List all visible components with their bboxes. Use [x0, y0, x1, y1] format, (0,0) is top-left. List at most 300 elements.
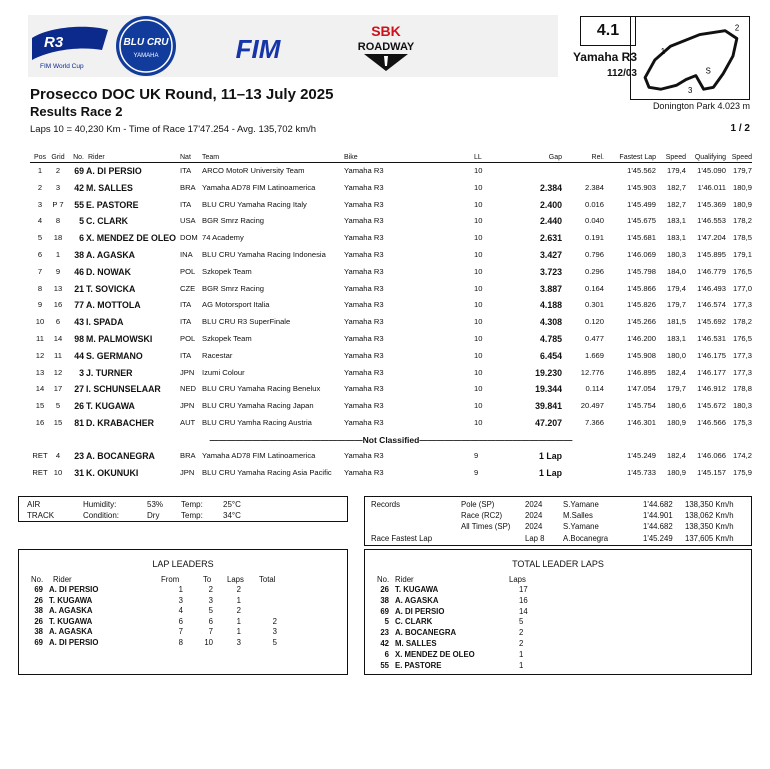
cell-grid: 16: [53, 300, 63, 310]
cell-grid: 10: [53, 467, 63, 477]
cell-qualifying: 1'45.672: [697, 401, 726, 411]
cell-grid: 11: [54, 350, 62, 360]
cell-rider-number: 81: [74, 417, 84, 428]
cell-speed: 183,1: [666, 333, 686, 343]
cell-laps: 10: [474, 199, 483, 209]
cell-nat: JPN: [180, 401, 195, 411]
cell-pos: 12: [35, 350, 45, 360]
cell-nat: DOM: [180, 233, 198, 243]
cell-fastest-lap: 1'45.266: [627, 317, 656, 327]
weather-box: [18, 496, 348, 522]
total-leader-number: 6: [384, 649, 389, 659]
page-subtitle: Results Race 2: [30, 104, 123, 119]
cell-fastest-lap: 1'46.895: [627, 367, 656, 377]
leader-laps: 1: [236, 627, 241, 636]
table-row: [30, 398, 752, 415]
blu-logo-text: BLU CRU: [123, 37, 169, 48]
table-row: [30, 381, 752, 398]
humidity-value: 53%: [147, 500, 164, 509]
total-leader-laps: 2: [519, 628, 524, 638]
record-type: Pole (SP): [461, 500, 495, 509]
cell-pos: 7: [37, 266, 43, 276]
total-leader-row: [365, 607, 751, 617]
cell-gap: 1 Lap: [539, 467, 562, 478]
record-type: All Times (SP): [461, 522, 511, 531]
cell-bike: Yamaha R3: [344, 283, 384, 293]
col-gap: Gap: [548, 154, 562, 161]
total-leader-rider: A. AGASKA: [395, 595, 439, 605]
cell-laps: 10: [474, 300, 483, 310]
cell-fastest-lap: 1'45.798: [627, 266, 656, 276]
cell-rider-number: 43: [74, 317, 84, 328]
cell-laps: 10: [474, 266, 483, 276]
cell-team: BLU CRU R3 SuperFinale: [202, 317, 291, 327]
cell-laps: 10: [474, 350, 483, 360]
leader-to: 2: [208, 585, 213, 594]
total-leader-rider: M. SALLES: [395, 639, 437, 648]
leader-rider: A. DI PERSIO: [49, 585, 99, 594]
track-outline: [645, 31, 737, 90]
cell-qual-speed: 180,9: [732, 199, 752, 209]
table-row: [30, 348, 752, 365]
cell-laps: 10: [474, 317, 483, 327]
cell-fastest-lap: 1'46.200: [627, 333, 656, 343]
cell-speed: 182,4: [666, 450, 686, 460]
ll-col-laps: Laps: [227, 575, 244, 584]
cell-qualifying: 1'46.574: [697, 300, 726, 310]
race-fastest-lap-row: [365, 534, 751, 545]
cell-laps: 9: [474, 450, 479, 460]
lap-leader-row: [19, 596, 347, 606]
cell-qual-speed: 179,7: [732, 166, 752, 175]
col-fastest-lap: Fastest Lap: [619, 154, 656, 161]
start-finish-marker: S: [705, 66, 711, 76]
total-leader-laps-box: [364, 549, 752, 675]
cell-laps: 10: [474, 283, 483, 293]
leader-total: 2: [272, 616, 277, 626]
cell-fastest-lap: 1'45.562: [627, 166, 656, 175]
cell-speed: 180,9: [666, 417, 686, 427]
cell-fastest-lap: 1'45.499: [627, 199, 656, 209]
cell-rel: 0.477: [584, 333, 604, 343]
class-name: Yamaha R3: [572, 50, 637, 64]
cell-team: BGR Smrz Racing: [202, 216, 265, 226]
cell-qual-speed: 178,8: [732, 384, 752, 394]
total-leader-number: 69: [380, 606, 389, 616]
sbk-roadway-logo: [350, 22, 422, 72]
total-leader-row: [365, 661, 751, 671]
cell-rider-number: 38: [74, 249, 84, 260]
class-code: 112/03: [606, 68, 637, 79]
total-leader-number: 38: [380, 595, 389, 605]
table-row: [30, 365, 752, 382]
leader-number: 38: [34, 606, 43, 615]
cell-gap: 1 Lap: [539, 450, 562, 461]
leader-rider: A. AGASKA: [49, 627, 93, 636]
table-row: [30, 230, 752, 247]
cell-rider-number: 3: [79, 367, 84, 378]
record-speed: 138,062 Km/h: [685, 511, 734, 520]
track-map: [630, 16, 750, 100]
cell-fastest-lap: 1'45.908: [627, 350, 656, 360]
record-rider: S.Yamane: [563, 500, 599, 509]
cell-bike: Yamaha R3: [344, 333, 384, 343]
total-leader-laps-title: TOTAL LEADER LAPS: [512, 559, 604, 569]
cell-bike: Yamaha R3: [344, 350, 384, 360]
cell-speed: 182,7: [666, 182, 686, 192]
cell-rider-number: 23: [74, 450, 84, 461]
cell-bike: Yamaha R3: [344, 450, 384, 460]
cell-nat: ITA: [180, 166, 192, 175]
cell-qualifying: 1'46.066: [697, 450, 726, 460]
cell-team: Izumi Colour: [202, 367, 245, 377]
leader-from: 6: [178, 616, 183, 626]
record-time: 1'44.682: [643, 500, 673, 509]
col-ll: LL: [474, 154, 482, 161]
cell-rider-number: 44: [74, 350, 84, 361]
cell-grid: 3: [55, 182, 61, 192]
lap-leader-row: [19, 627, 347, 637]
cell-team: Yamaha AD78 FIM Latinoamerica: [202, 182, 316, 192]
total-leader-row: [365, 617, 751, 627]
cell-grid: 2: [55, 166, 61, 175]
air-temp-label: Temp:: [181, 500, 203, 509]
fim-logo-text: FIM: [235, 34, 281, 62]
cell-qual-speed: 180,9: [732, 182, 752, 192]
cell-rider: D. KRABACHER: [86, 417, 154, 428]
page-title: Prosecco DOC UK Round, 11–13 July 2025: [30, 86, 334, 103]
results-table: [30, 153, 752, 481]
col-bike: Bike: [344, 154, 358, 161]
cell-gap: 4.785: [539, 333, 562, 344]
cell-fastest-lap: 1'45.681: [627, 233, 656, 243]
cell-speed: 179,7: [666, 300, 686, 310]
cell-nat: CZE: [180, 283, 196, 293]
results-body: [30, 163, 752, 432]
cell-bike: Yamaha R3: [344, 249, 384, 259]
air-temp-value: 25°C: [223, 500, 241, 509]
sector-1: 1: [660, 47, 666, 57]
ll-col-total: Total: [259, 575, 276, 584]
page-number: 1 / 2: [730, 123, 750, 134]
total-leader-laps: 5: [519, 617, 524, 627]
total-leader-laps: 1: [519, 649, 524, 659]
col-qualifying: Qualifying: [694, 154, 726, 161]
cell-fastest-lap: 1'45.826: [627, 300, 656, 310]
cell-rel: 20.497: [580, 401, 604, 411]
cell-grid: 8: [55, 216, 61, 226]
cell-speed: 179,4: [666, 166, 686, 175]
cell-speed: 184,0: [666, 266, 686, 276]
cell-rider: K. OKUNUKI: [86, 467, 139, 478]
cell-qualifying: 1'45.369: [697, 199, 726, 209]
cell-grid: 17: [53, 384, 63, 394]
cell-pos: 3: [37, 199, 43, 209]
cell-laps: 9: [474, 467, 479, 477]
sbk-logo-sub: ROADWAY: [357, 41, 415, 53]
col-nat: Nat: [180, 154, 191, 161]
cell-qualifying: 1'45.692: [697, 317, 726, 327]
cell-nat: BRA: [180, 182, 196, 192]
cell-nat: NED: [180, 384, 197, 394]
cell-nat: BRA: [180, 450, 196, 460]
cell-rel: 0.016: [584, 199, 604, 209]
tl-col-rider: Rider: [395, 575, 414, 584]
cell-grid: 13: [53, 283, 63, 293]
total-leader-row: [365, 639, 751, 649]
cell-laps: 10: [474, 182, 483, 192]
record-year: 2024: [525, 522, 543, 531]
records-label: Records: [371, 500, 401, 509]
cell-pos: 9: [37, 300, 43, 310]
cell-team: BLU CRU Yamaha Racing Benelux: [202, 384, 321, 394]
cell-qual-speed: 174,2: [732, 450, 752, 460]
table-row: [30, 180, 752, 197]
cell-qualifying: 1'46.177: [697, 367, 726, 377]
cell-qualifying: 1'46.912: [697, 384, 726, 394]
cell-laps: 10: [474, 249, 483, 259]
cell-qual-speed: 177,3: [732, 367, 752, 377]
cell-qual-speed: 179,1: [732, 249, 752, 259]
cell-team: Szkopek Team: [202, 266, 252, 276]
cell-rider: M. PALMOWSKI: [86, 333, 153, 344]
cell-bike: Yamaha R3: [344, 384, 384, 394]
cell-nat: ITA: [180, 317, 192, 327]
fastest-lap-speed: 137,605 Km/h: [685, 534, 734, 543]
cell-pos: 6: [37, 249, 43, 259]
humidity-label: Humidity:: [83, 500, 117, 509]
total-leader-number: 42: [380, 639, 389, 648]
leader-from: 4: [178, 606, 183, 615]
sbk-logo-text: SBK: [371, 23, 401, 39]
cell-grid: 6: [55, 317, 61, 327]
track-label: TRACK: [27, 511, 55, 520]
table-row: [30, 297, 752, 314]
cell-rider: T. SOVICKA: [86, 283, 136, 294]
cell-bike: Yamaha R3: [344, 182, 384, 192]
cell-laps: 10: [474, 333, 483, 343]
cell-qual-speed: 177,0: [732, 283, 752, 293]
cell-qualifying: 1'46.779: [697, 266, 726, 276]
record-time: 1'44.682: [643, 522, 673, 531]
leader-total: 3: [272, 627, 277, 636]
table-row: [30, 213, 752, 230]
lap-leader-row: [19, 585, 347, 595]
cell-pos: RET: [32, 450, 48, 460]
cell-qual-speed: 178,2: [732, 317, 752, 327]
cell-qualifying: 1'46.175: [697, 350, 726, 360]
cell-laps: 10: [474, 367, 483, 377]
leader-number: 69: [34, 585, 43, 594]
total-leader-laps-header: [365, 575, 751, 585]
col-no: No.: [73, 154, 84, 161]
cell-team: 74 Academy: [202, 233, 244, 243]
tl-col-no: No.: [377, 575, 390, 584]
track-temp-label: Temp:: [181, 511, 203, 520]
sector-2: 2: [734, 23, 740, 33]
condition-value: Dry: [147, 511, 160, 520]
cell-speed: 182,4: [666, 367, 686, 377]
table-row: [30, 247, 752, 264]
cell-rider-number: 27: [74, 384, 84, 395]
cell-rel: 0.191: [584, 233, 604, 243]
record-type: Race (RC2): [461, 511, 503, 520]
cell-rel: 0.796: [584, 249, 604, 259]
cell-fastest-lap: 1'47.054: [627, 384, 656, 394]
total-leader-rider: A. DI PERSIO: [395, 606, 445, 616]
cell-team: Szkopek Team: [202, 333, 252, 343]
cell-rel: 0.114: [585, 384, 604, 394]
cell-qual-speed: 177,3: [732, 350, 752, 360]
leader-total: 5: [272, 637, 277, 647]
total-leader-laps: 1: [519, 660, 524, 670]
ll-col-from: From: [161, 575, 180, 584]
total-leader-rider: C. CLARK: [395, 617, 433, 627]
results-header: [30, 153, 752, 163]
leader-number: 69: [34, 637, 43, 647]
cell-nat: JPN: [180, 467, 195, 477]
total-leader-laps: 14: [519, 606, 528, 616]
cell-laps: 10: [474, 166, 483, 175]
cell-qual-speed: 180,3: [732, 401, 752, 411]
record-time: 1'44.901: [643, 511, 673, 520]
cell-bike: Yamaha R3: [344, 467, 384, 477]
cell-pos: 4: [37, 216, 43, 226]
total-leader-number: 23: [380, 628, 389, 638]
table-row: [30, 281, 752, 298]
cell-team: Racestar: [202, 350, 233, 360]
leader-from: 3: [178, 595, 183, 605]
cell-team: BLU CRU Yamaha Racing Japan: [202, 401, 314, 411]
cell-bike: Yamaha R3: [344, 233, 384, 243]
cell-rel: 7.366: [584, 417, 604, 427]
leader-number: 38: [34, 627, 43, 636]
record-row: [365, 511, 751, 522]
cell-qualifying: 1'45.157: [697, 467, 726, 477]
cell-rider: M. SALLES: [86, 182, 133, 193]
cell-bike: Yamaha R3: [344, 266, 384, 276]
cell-nat: JPN: [180, 367, 195, 377]
leader-rider: T. KUGAWA: [49, 616, 93, 626]
cell-rider-number: 31: [74, 467, 84, 478]
cell-pos: 11: [36, 333, 44, 343]
cell-nat: POL: [180, 333, 196, 343]
fastest-lap-label: Race Fastest Lap: [371, 534, 433, 543]
record-row: [365, 522, 751, 533]
col-rider: Rider: [88, 154, 105, 161]
cell-fastest-lap: 1'45.249: [627, 450, 656, 460]
cell-rel: 0.296: [584, 266, 604, 276]
cell-gap: 39.841: [535, 401, 562, 412]
cell-fastest-lap: 1'45.903: [627, 182, 656, 192]
cell-rider-number: 46: [74, 266, 84, 277]
cell-bike: Yamaha R3: [344, 401, 384, 411]
ll-col-no: No.: [31, 575, 44, 584]
cell-fastest-lap: 1'46.301: [627, 417, 656, 427]
total-leader-laps: 2: [519, 639, 524, 648]
cell-laps: 10: [474, 417, 483, 427]
cell-laps: 10: [474, 401, 483, 411]
total-leader-row: [365, 628, 751, 638]
table-row: [30, 264, 752, 281]
cell-grid: 5: [55, 401, 61, 411]
total-leader-row: [365, 596, 751, 606]
cell-rel: 2.384: [584, 182, 604, 192]
cell-nat: ITA: [180, 300, 192, 310]
ll-col-rider: Rider: [53, 575, 72, 584]
record-row: [365, 500, 751, 511]
cell-rider-number: 21: [74, 283, 84, 294]
lap-leaders-title: LAP LEADERS: [152, 559, 214, 569]
leader-to: 5: [208, 606, 213, 615]
cell-fastest-lap: 1'45.733: [627, 467, 656, 477]
cell-qualifying: 1'46.493: [697, 283, 726, 293]
r3-world-cup-logo: [30, 20, 110, 72]
cell-grid: 15: [53, 417, 63, 427]
cell-gap: 4.188: [539, 300, 562, 311]
cell-rider: A. BOCANEGRA: [86, 450, 155, 461]
cell-qualifying: 1'45.090: [697, 166, 726, 175]
cell-team: BGR Smrz Racing: [202, 283, 265, 293]
cell-grid: 18: [53, 233, 63, 243]
cell-rider: X. MENDEZ DE OLEO: [86, 233, 176, 244]
cell-gap: 19.344: [535, 384, 562, 395]
cell-nat: ITA: [180, 199, 192, 209]
cell-gap: 2.440: [539, 216, 562, 227]
cell-pos: 8: [37, 283, 43, 293]
col-grid: Grid: [51, 154, 65, 161]
col-rel: Rel.: [591, 154, 604, 161]
cell-qualifying: 1'47.204: [697, 233, 726, 243]
leader-laps: 2: [236, 585, 241, 594]
record-rider: S.Yamane: [563, 522, 599, 531]
table-row: [30, 448, 752, 465]
cell-team: BLU CRU Yamaha Racing Italy: [202, 199, 307, 209]
cell-rider: T. KUGAWA: [86, 401, 135, 412]
leader-laps: 1: [236, 616, 241, 626]
cell-pos: 14: [35, 384, 45, 394]
record-year: 2024: [525, 500, 543, 509]
leader-to: 6: [208, 616, 213, 626]
total-leader-rider: A. BOCANEGRA: [395, 628, 457, 638]
cell-pos: 15: [35, 401, 45, 411]
cell-nat: INA: [180, 249, 193, 259]
r3-logo-text: R3: [44, 34, 64, 51]
cell-pos: 5: [37, 233, 43, 243]
cell-gap: 3.427: [539, 249, 562, 260]
not-classified-divider: ——————————————————Not Classified——————————————————: [209, 434, 573, 445]
cell-rider-number: 69: [74, 166, 84, 176]
cell-grid: 9: [55, 266, 61, 276]
leader-from: 7: [178, 627, 183, 636]
table-row: [30, 163, 752, 180]
lap-leaders-header: [19, 575, 347, 585]
cell-rel: 0.120: [584, 317, 604, 327]
col-team: Team: [202, 154, 220, 161]
cell-laps: 10: [474, 216, 483, 226]
cell-qualifying: 1'45.895: [697, 249, 726, 259]
leader-laps: 1: [236, 595, 241, 605]
cell-gap: 6.454: [539, 350, 562, 361]
ll-col-to: To: [203, 575, 212, 584]
cell-rider: A. DI PERSIO: [86, 166, 142, 176]
table-row: [30, 331, 752, 348]
cell-rider-number: 26: [74, 401, 84, 412]
lap-leaders-box: [18, 549, 348, 675]
total-leader-rider: X. MENDEZ DE OLEO: [395, 649, 475, 659]
cell-bike: Yamaha R3: [344, 367, 384, 377]
cell-fastest-lap: 1'45.754: [627, 401, 656, 411]
